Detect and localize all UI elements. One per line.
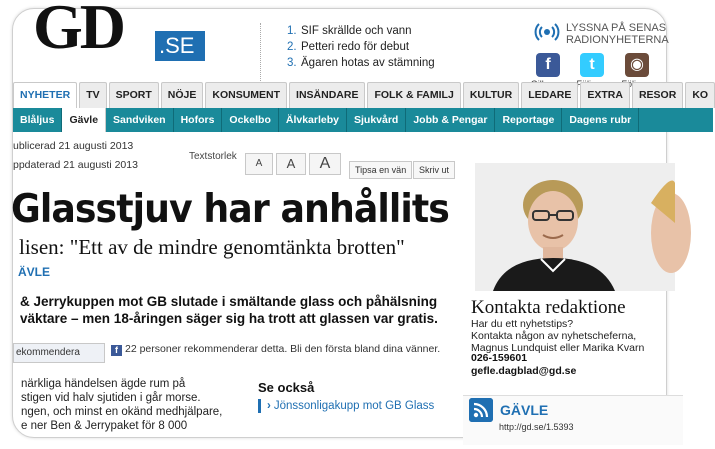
site-logo-suffix[interactable]: .SE: [155, 31, 205, 61]
article-headline: Glasstjuv har anhållits: [11, 187, 449, 232]
subnav-gavle[interactable]: Gävle: [62, 108, 106, 132]
article-subhead: lisen: "Ett av de mindre genomtänkta brotten": [19, 235, 405, 259]
font-large-button[interactable]: A: [309, 153, 341, 175]
tab-tv[interactable]: TV: [79, 82, 106, 108]
see-also-heading: Se också: [258, 380, 315, 395]
twitter-icon: t: [580, 53, 604, 77]
contact-text: Har du ett nyhetstips? Kontakta någon av nyhetscheferna, Magnus Lundquist eller Marika Kvarn: [471, 318, 645, 354]
browser-page: [11, 0, 709, 438]
article-body: närkliga händelsen ägde rum på stigen vid halv sjutiden i går morse. ngen, och minst en okänd medhjälpare, e ner Ben & Jerrypaket för 8 000: [21, 378, 223, 432]
tab-sport[interactable]: SPORT: [109, 82, 159, 108]
tab-konsument[interactable]: KONSUMENT: [205, 82, 287, 108]
subnav-dagens-rubriker[interactable]: Dagens rubr: [562, 108, 639, 132]
top-news-list: [287, 23, 435, 71]
subnav-reportage[interactable]: Reportage: [495, 108, 562, 132]
subnav-blaljus[interactable]: Blåljus: [13, 108, 62, 132]
font-small-button[interactable]: A: [245, 153, 273, 175]
radio-link[interactable]: LYSSNA PÅ SENAS RADIONYHETERNA: [566, 22, 669, 46]
recommend-button[interactable]: ekommendera: [13, 343, 105, 363]
tab-ko[interactable]: KO: [685, 82, 715, 108]
font-medium-button[interactable]: A: [276, 153, 306, 175]
tab-noje[interactable]: NÖJE: [161, 82, 204, 108]
editor-photo: [475, 163, 675, 291]
tab-folk-familj[interactable]: FOLK & FAMILJ: [367, 82, 460, 108]
chevron-right-icon: ›: [267, 400, 271, 412]
contact-email[interactable]: gefle.dagblad@gd.se: [471, 365, 577, 377]
updated-date: ppdaterad 21 augusti 2013: [13, 159, 138, 171]
primary-nav: [13, 82, 713, 108]
print-button[interactable]: Skriv ut: [413, 161, 455, 179]
article-lead: & Jerrykuppen mot GB slutade i smältande glass och påhälsning väktare – men 18-åringen säger sig ha trott att glassen var gratis.: [20, 294, 438, 326]
textsize-label: Textstorlek: [189, 151, 237, 162]
secondary-nav: [13, 108, 713, 132]
gavle-rss-box: [463, 395, 683, 445]
header-divider: [260, 23, 261, 81]
contact-phone[interactable]: 026-159601: [471, 352, 528, 364]
subnav-sjukvard[interactable]: Sjukvård: [347, 108, 406, 132]
site-logo[interactable]: GD: [33, 0, 123, 62]
subnav-hofors[interactable]: Hofors: [174, 108, 223, 132]
tab-insandare[interactable]: INSÄNDARE: [289, 82, 365, 108]
instagram-icon: ◉: [625, 53, 649, 77]
subnav-sandviken[interactable]: Sandviken: [106, 108, 174, 132]
published-date: ublicerad 21 augusti 2013: [13, 140, 134, 152]
tab-resor[interactable]: RESOR: [632, 82, 683, 108]
tab-extra[interactable]: EXTRA: [580, 82, 630, 108]
subnav-jobb-pengar[interactable]: Jobb & Pengar: [406, 108, 495, 132]
rss-icon[interactable]: [469, 398, 493, 422]
gavle-feed-url[interactable]: http://gd.se/1.5393: [499, 422, 574, 432]
list-item[interactable]: 1. SIF skrällde och vann: [287, 25, 412, 37]
gavle-feed-link[interactable]: GÄVLE: [500, 402, 549, 418]
facebook-icon: f: [536, 53, 560, 77]
list-item[interactable]: 3. Ägaren hotas av stämning: [287, 57, 435, 69]
contact-heading: Kontakta redaktione: [471, 297, 626, 318]
facebook-recommend-count: f 22 personer rekommenderar detta. Bli den första bland dina vänner.: [111, 343, 456, 356]
dateline-city: ÄVLE: [18, 265, 51, 279]
article-dates: [13, 140, 138, 171]
subnav-ockelbo[interactable]: Ockelbo: [222, 108, 278, 132]
tab-kultur[interactable]: KULTUR: [463, 82, 519, 108]
radio-icon[interactable]: [536, 21, 558, 43]
tab-ledare[interactable]: LEDARE: [521, 82, 578, 108]
facebook-icon: f: [111, 345, 122, 356]
tip-friend-button[interactable]: Tipsa en vän: [349, 161, 412, 179]
list-item[interactable]: 2. Petteri redo för debut: [287, 41, 410, 53]
tab-nyheter[interactable]: NYHETER: [13, 82, 77, 108]
subnav-alvkarleby[interactable]: Älvkarleby: [279, 108, 347, 132]
see-also-link[interactable]: › Jönssonligakupp mot GB Glass: [258, 399, 438, 413]
